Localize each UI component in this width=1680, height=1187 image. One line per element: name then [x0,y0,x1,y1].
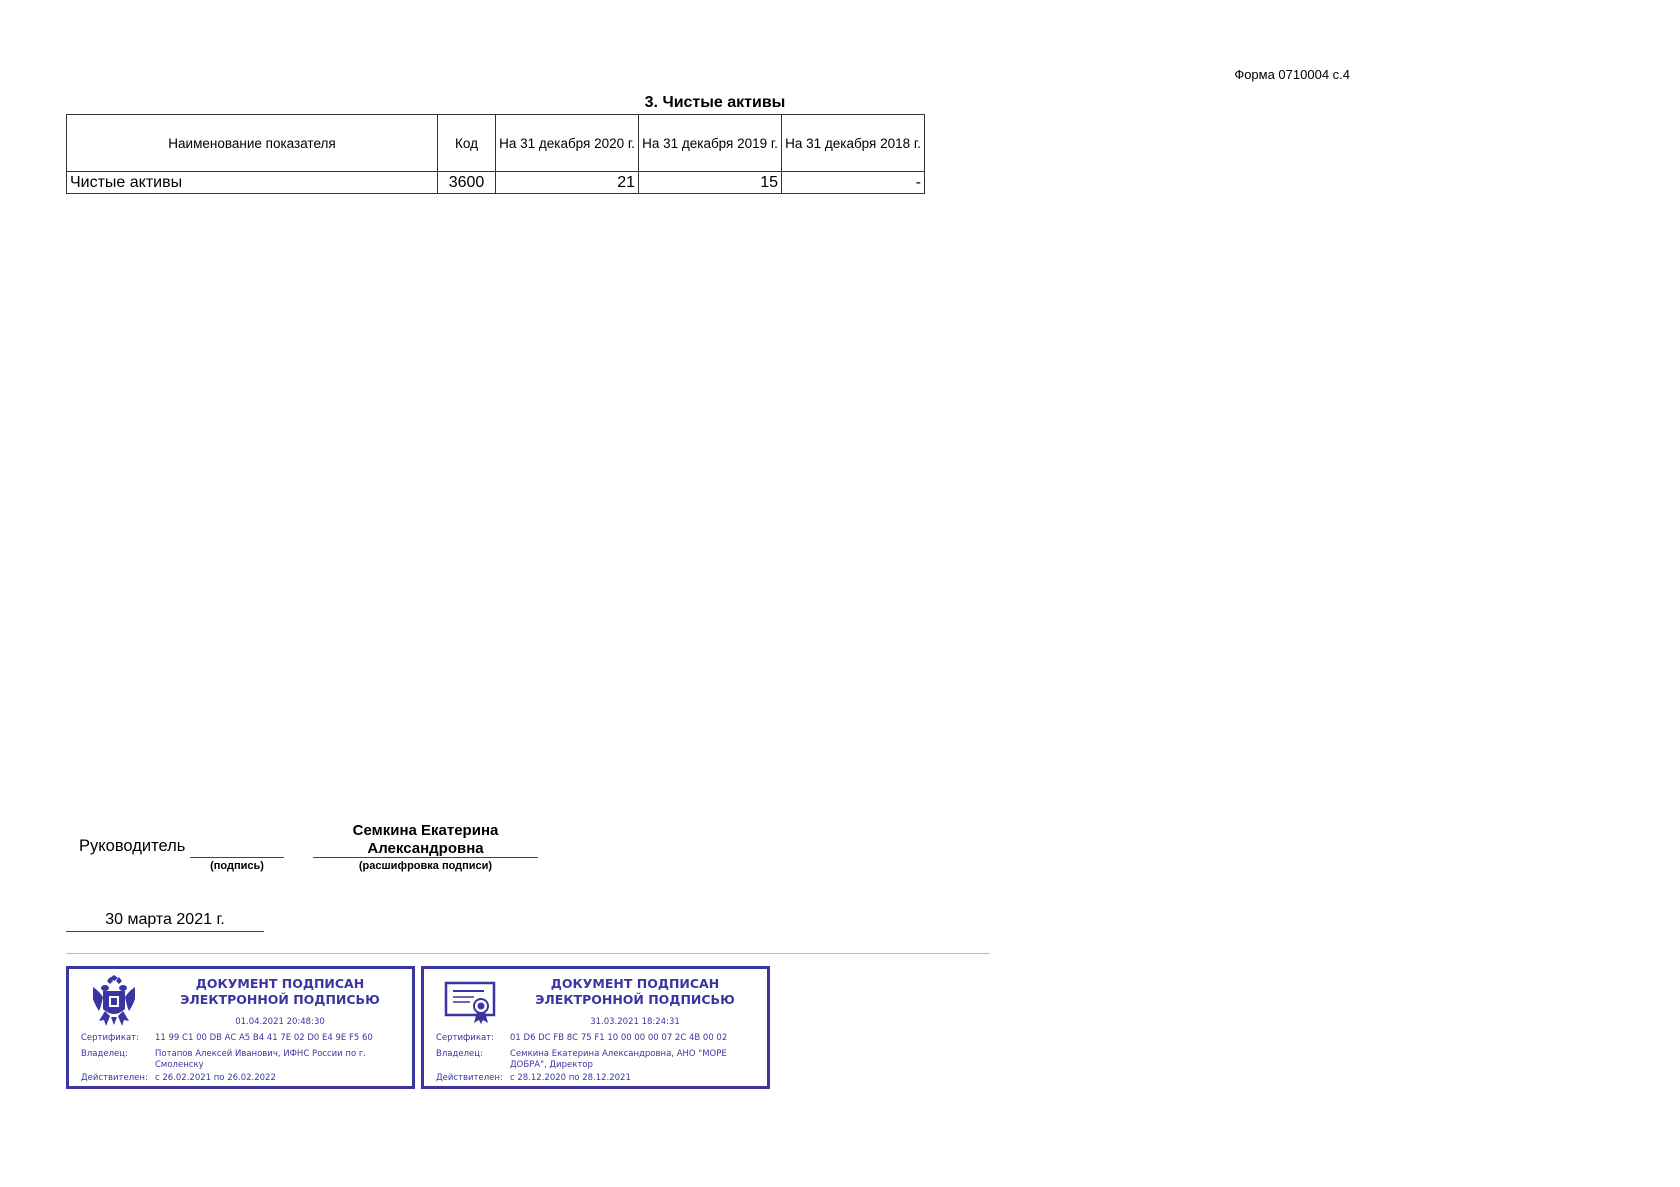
name-caption: (расшифровка подписи) [358,860,493,872]
stamp-owner-row [81,1049,395,1071]
signature-caption: (подпись) [210,860,264,872]
stamp-title: ДОКУМЕНТ ПОДПИСАН ЭЛЕКТРОННОЙ ПОДПИСЬЮ [535,976,735,1007]
owner-label: Владелец: [436,1049,483,1059]
valid-label: Действителен: [81,1073,148,1083]
owner-label: Владелец: [81,1049,128,1059]
value-2020: 21 [496,172,639,194]
table-header-row [67,115,925,172]
value-2019: 15 [639,172,782,194]
stamp-valid-row [81,1073,395,1084]
row-code: 3600 [438,172,496,194]
certificate-icon [444,981,498,1025]
column-header: На 31 декабря 2020 г. [496,115,639,172]
e-signature-stamp [66,966,415,1089]
certificate-label: Сертификат: [81,1033,139,1043]
net-assets-table [66,114,925,194]
certificate-value: 01 D6 DC FB 8C 75 F1 10 00 00 00 07 2C 4B 00 02 [510,1033,728,1043]
document-date: 30 марта 2021 г. [105,911,225,928]
stamp-datetime: 31.03.2021 18:24:31 [590,1017,680,1027]
russian-coat-of-arms-icon [89,975,139,1031]
column-header: На 31 декабря 2018 г. [782,115,925,172]
divider [66,953,990,954]
column-header: На 31 декабря 2019 г. [639,115,782,172]
valid-value: с 26.02.2021 по 26.02.2022 [155,1073,276,1083]
owner-value: Семкина Екатерина Александровна, АНО "МОРЕ ДОБРА", Директор [510,1049,727,1070]
column-header: Наименование показателя [67,115,438,172]
stamp-datetime: 01.04.2021 20:48:30 [235,1017,325,1027]
owner-value: Потапов Алексей Иванович, ИФНС России по г. Смоленску [155,1049,367,1070]
valid-label: Действителен: [436,1073,503,1083]
table-row [67,172,925,194]
stamp-owner-row [436,1049,750,1071]
certificate-label: Сертификат: [436,1033,494,1043]
date-line [66,931,264,932]
value-2018: - [782,172,925,194]
signer-name: Семкина Екатерина Александровна [352,822,499,857]
valid-value: с 28.12.2020 по 28.12.2021 [510,1073,631,1083]
name-line [313,857,538,858]
certificate-value: 11 99 C1 00 DB AC A5 B4 41 7E 02 D0 E4 9E F5 60 [155,1033,373,1043]
role-label: Руководитель [79,837,186,855]
form-code: Форма 0710004 с.4 [1234,67,1350,82]
column-header: Код [438,115,496,172]
row-name: Чистые активы [67,172,438,194]
stamp-certificate-row [436,1033,750,1044]
stamp-certificate-row [81,1033,395,1044]
signature-line [190,857,284,858]
e-signature-stamp [421,966,770,1089]
section-title: 3. Чистые активы [644,94,786,111]
stamp-title: ДОКУМЕНТ ПОДПИСАН ЭЛЕКТРОННОЙ ПОДПИСЬЮ [180,976,380,1007]
stamp-valid-row [436,1073,750,1084]
